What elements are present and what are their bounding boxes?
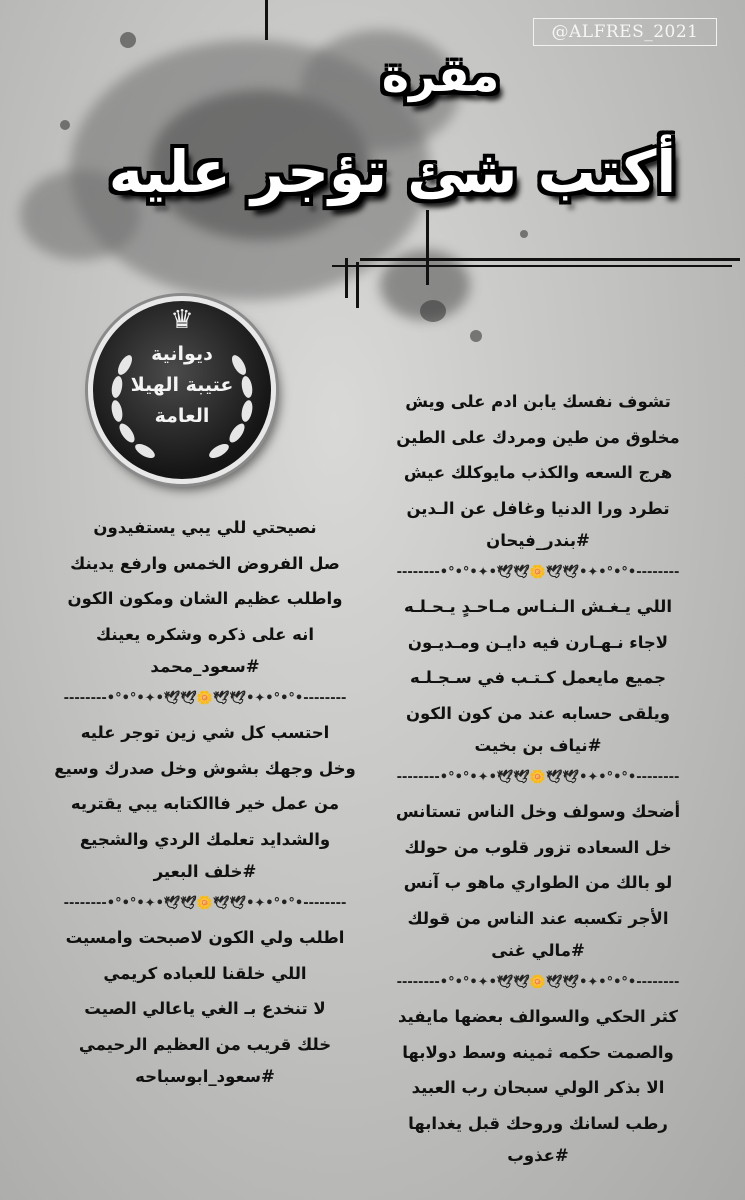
separator-divider: --------•°•°•✦•🕊🕊🌼🕊🕊•✦•°•°•-------- bbox=[396, 975, 680, 990]
separator-divider: --------•°•°•✦•🕊🕊🌼🕊🕊•✦•°•°•-------- bbox=[63, 896, 347, 911]
poem-block bbox=[40, 920, 370, 1092]
poem-line: رطب لسانك وروحك قبل يغدابها bbox=[408, 1113, 668, 1133]
poem-block bbox=[40, 715, 370, 887]
poem-line: الا بذكر الولي سبحان رب العبيد bbox=[411, 1078, 665, 1097]
separator-divider: --------•°•°•✦•🕊🕊🌼🕊🕊•✦•°•°•-------- bbox=[396, 770, 680, 785]
poem-line: اللي خلقنا للعباده كريمي bbox=[103, 963, 307, 983]
crown-icon: ♛ bbox=[170, 305, 194, 335]
poem-block bbox=[388, 589, 688, 761]
poem-block bbox=[388, 794, 688, 966]
poem-line: انه على ذكره وشكره يعينك bbox=[95, 624, 315, 644]
poem-line: اطلب ولي الكون لاصبحت وامسيت bbox=[65, 928, 345, 947]
emblem-text bbox=[93, 339, 271, 432]
poem-line: مخلوق من طين ومردك على الطين bbox=[396, 427, 680, 447]
poem-line: خلك قريب من العظيم الرحيمي bbox=[78, 1034, 332, 1054]
poem-line: احتسب كل شي زين توجر عليه bbox=[80, 723, 330, 742]
poem-author: #سعود_ابوسباحه bbox=[135, 1067, 275, 1086]
emblem-badge bbox=[88, 296, 276, 484]
poem-line: ويلقى حسابه عند من كون الكون bbox=[405, 703, 671, 723]
poem-author: #مالي غنى bbox=[491, 941, 585, 960]
poem-line: خل السعاده تزور قلوب من حولك bbox=[404, 837, 672, 857]
separator-divider: --------•°•°•✦•🕊🕊🌼🕊🕊•✦•°•°•-------- bbox=[396, 565, 680, 580]
poem-author: #عذوب bbox=[507, 1146, 569, 1165]
poem-block bbox=[40, 510, 370, 682]
poem-line: صل الفروض الخمس وارفع يدينك bbox=[70, 553, 340, 573]
poem-line: الأجر تكسبه عند الناس من قولك bbox=[407, 908, 669, 928]
poem-line: تطرد ورا الدنيا وغافل عن الـدين bbox=[406, 498, 670, 518]
poem-line: وخل وجهك بشوش وخل صدرك وسيع bbox=[54, 758, 356, 778]
poem-author: #نياف بن بخيت bbox=[474, 736, 602, 755]
poem-block bbox=[388, 384, 688, 556]
poem-line: هرج السعه والكذب مايوكلك عيش bbox=[403, 463, 673, 482]
poem-author: #بندر_فيحان bbox=[486, 531, 590, 550]
poem-line: والشدايد تعلمك الردي والشجيع bbox=[79, 829, 331, 849]
emblem-line-3: العامة bbox=[154, 405, 210, 427]
poem-line: واطلب عظيم الشان ومكون الكون bbox=[67, 589, 343, 608]
poem-author: #خلف البعير bbox=[153, 862, 257, 881]
poem-line: لاجاء نـهـارن فيه دايـن ومـديـون bbox=[407, 632, 669, 652]
poem-line: لو بالك من الطواري ماهو ب آنس bbox=[403, 873, 673, 892]
poem-line: جميع مايعمل كـتـب في سـجـلـه bbox=[410, 668, 666, 687]
poem-line: لا تنخدع بـ الغي ياعالي الصيت bbox=[84, 999, 326, 1018]
emblem-line-2: عتيبة الهيلا bbox=[130, 374, 234, 396]
title-line-2: أكتب شئ تؤجر عليه bbox=[108, 138, 677, 206]
title-line-1: مقرة bbox=[381, 48, 500, 102]
poem-block bbox=[388, 999, 688, 1171]
separator-divider: --------•°•°•✦•🕊🕊🌼🕊🕊•✦•°•°•-------- bbox=[63, 691, 347, 706]
right-poem-column bbox=[388, 384, 688, 1171]
poem-line: والصمت حكمه ثمينه وسط دولابها bbox=[402, 1042, 674, 1062]
emblem-line-1: ديوانية bbox=[151, 343, 213, 365]
poem-line: اللي يـغـش الـنـاس مـاحـدٍ يـحـلـه bbox=[403, 597, 673, 616]
poem-line: نصيحتي للي يبي يستفيدون bbox=[93, 518, 317, 537]
watermark-label: @ALFRES_2021 bbox=[533, 18, 717, 46]
poem-line: تشوف نفسك يابن ادم على ويش bbox=[405, 392, 671, 411]
poem-line: من عمل خير فاالكتابه يبي يقتريه bbox=[70, 794, 340, 813]
poem-line: كثر الحكي والسوالف بعضها مايفيد bbox=[398, 1007, 678, 1026]
poem-line: أضحك وسولف وخل الناس تستانس bbox=[395, 802, 681, 821]
left-poem-column bbox=[40, 510, 370, 1092]
poem-author: #سعود_محمد bbox=[150, 657, 260, 676]
